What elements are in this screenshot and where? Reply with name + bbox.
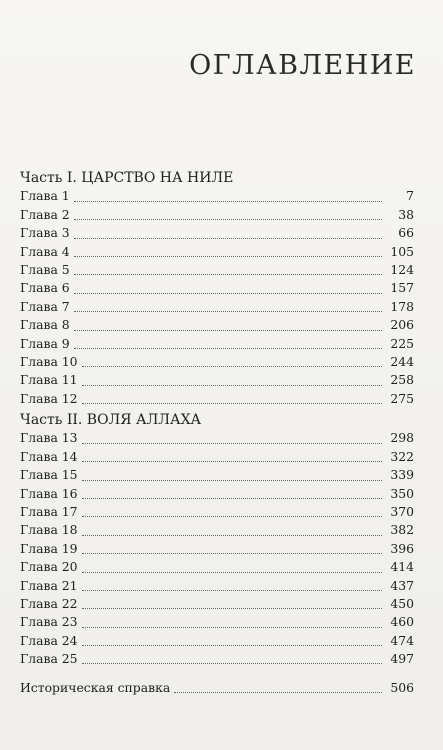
chapter-label: Глава 10 [20,353,78,369]
toc-entry [20,613,414,631]
dot-leader [82,590,382,591]
dot-leader [82,443,382,444]
page-number: 244 [390,353,414,369]
dot-leader [74,201,382,202]
dot-leader [82,627,382,628]
dot-leader [82,403,382,404]
page-number: 437 [390,577,414,593]
chapter-label: Глава 9 [20,335,70,351]
chapter-label: Глава 15 [20,467,78,483]
page-number: 206 [390,317,414,333]
page-number: 105 [390,243,414,259]
page-number: 178 [390,298,414,314]
toc-entry [20,503,414,521]
dot-leader [82,385,382,386]
page-number: 38 [398,206,414,222]
page-number: 460 [390,614,414,630]
chapter-label: Глава 1 [20,188,70,204]
historical-note-entry [20,679,414,697]
chapter-list [20,429,414,668]
chapter-label: Глава 25 [20,651,78,667]
chapter-label: Глава 21 [20,577,78,593]
page-number: 298 [390,430,414,446]
toc-entry [20,298,414,316]
toc-entry [20,679,414,697]
toc-entry [20,206,414,224]
page-number: 506 [390,679,414,695]
chapter-label: Глава 17 [20,503,78,519]
page-number: 225 [390,335,414,351]
toc-entry [20,371,414,389]
dot-leader [74,274,382,275]
toc-entry [20,390,414,408]
chapter-label: Глава 18 [20,522,78,538]
toc-entry [20,595,414,613]
toc-entry [20,577,414,595]
page-number: 275 [390,390,414,406]
page-title: ОГЛАВЛЕНИЕ [189,50,416,81]
toc-entry [20,650,414,668]
page-number: 414 [390,559,414,575]
dot-leader [174,692,382,693]
page-number: 157 [390,280,414,296]
chapter-label: Глава 14 [20,448,78,464]
dot-leader [82,553,382,554]
chapter-label: Глава 3 [20,225,70,241]
dot-leader [82,572,382,573]
dot-leader [82,366,382,367]
page-number: 474 [390,632,414,648]
part-title: Часть I. ЦАРСТВО НА НИЛЕ [20,170,234,186]
dot-leader [82,516,382,517]
toc-entry [20,335,414,353]
toc-entry [20,279,414,297]
toc-entry [20,243,414,261]
page-number: 396 [390,540,414,556]
page-number: 339 [390,467,414,483]
dot-leader [82,608,382,609]
dot-leader [82,645,382,646]
chapter-label: Глава 20 [20,559,78,575]
chapter-label: Глава 24 [20,632,78,648]
chapter-list [20,187,414,408]
dot-leader [82,498,382,499]
toc-entry [20,558,414,576]
part-two-section [20,411,414,668]
toc-entry [20,187,414,205]
chapter-label: Глава 23 [20,614,78,630]
page-number: 7 [406,188,414,204]
dot-leader [74,330,382,331]
chapter-label: Глава 12 [20,390,78,406]
dot-leader [74,311,382,312]
toc-entry [20,353,414,371]
dot-leader [74,256,382,257]
chapter-label: Глава 22 [20,595,78,611]
dot-leader [74,219,382,220]
historical-note-label: Историческая справка [20,679,171,695]
toc-entry [20,466,414,484]
dot-leader [82,480,382,481]
toc-entry [20,429,414,447]
toc-entry [20,485,414,503]
toc-entry [20,521,414,539]
chapter-label: Глава 2 [20,206,70,222]
toc-entry [20,632,414,650]
page-number: 66 [398,225,414,241]
chapter-label: Глава 7 [20,298,70,314]
dot-leader [82,535,382,536]
page-number: 382 [390,522,414,538]
toc-entry [20,316,414,334]
chapter-label: Глава 13 [20,430,78,446]
toc-entry [20,540,414,558]
page-number: 497 [390,651,414,667]
toc-entry [20,261,414,279]
page-number: 370 [390,503,414,519]
chapter-label: Глава 6 [20,280,70,296]
chapter-label: Глава 19 [20,540,78,556]
page-number: 124 [390,261,414,277]
dot-leader [82,663,382,664]
page-number: 350 [390,485,414,501]
dot-leader [74,293,382,294]
part-one-section [20,169,414,408]
page-number: 450 [390,595,414,611]
toc-entry [20,224,414,242]
chapter-label: Глава 11 [20,372,78,388]
toc-entry [20,448,414,466]
part-title: Часть II. ВОЛЯ АЛЛАХА [20,412,202,428]
chapter-label: Глава 8 [20,317,70,333]
dot-leader [74,348,382,349]
page-number: 322 [390,448,414,464]
dot-leader [74,238,382,239]
dot-leader [82,461,382,462]
chapter-label: Глава 5 [20,261,70,277]
page-number: 258 [390,372,414,388]
chapter-label: Глава 16 [20,485,78,501]
chapter-label: Глава 4 [20,243,70,259]
